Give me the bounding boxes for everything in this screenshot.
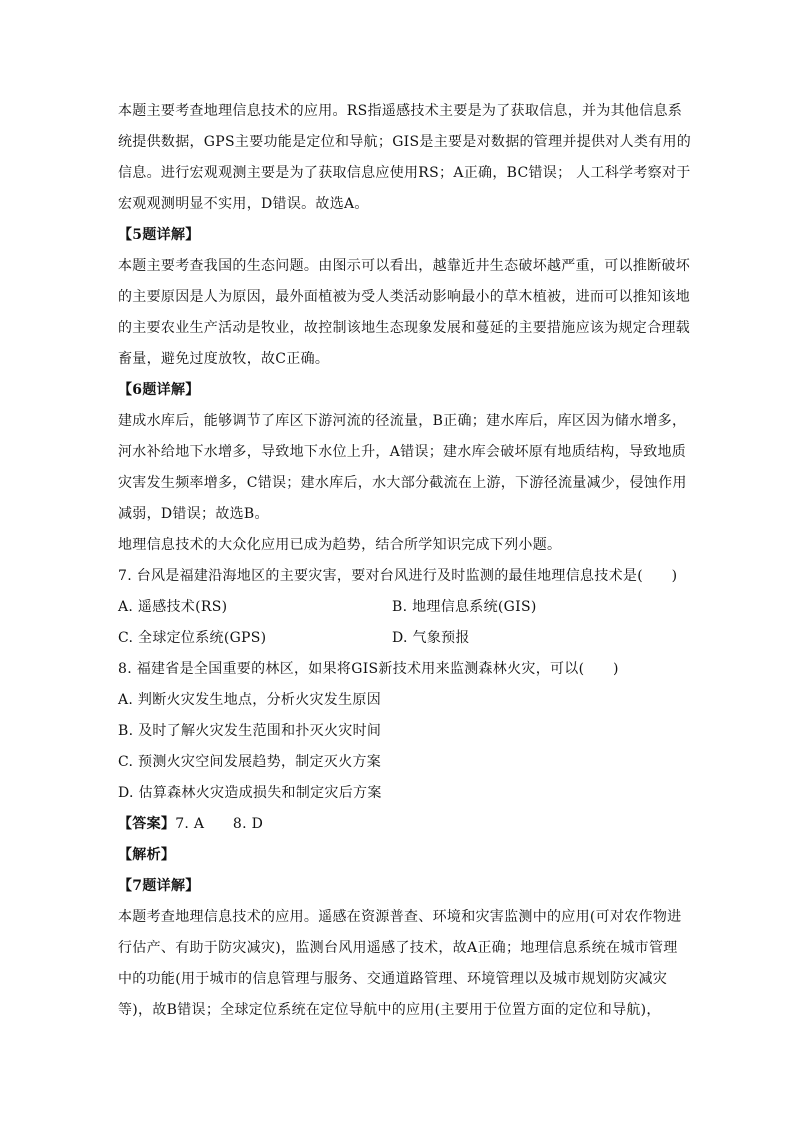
- paragraph-line: 畜量，避免过度放牧，故C正确。: [118, 351, 330, 367]
- paragraph-line: 本题主要考查我国的生态问题。由图示可以看出，越靠近井生态破坏越严重，可以推断破坏: [118, 258, 690, 274]
- answer-line: [118, 809, 680, 840]
- paragraph-line: 行估产、有助于防灾减灾)，监测台风用遥感了技术，故A正确；地理信息系统在城市管理: [118, 940, 678, 956]
- option-d: D. 气象预报: [392, 630, 470, 646]
- paragraph-line: 灾害发生频率增多，C错误；建水库后，水大部分截流在上游，下游径流量减少，侵蚀作用: [118, 475, 687, 491]
- paragraph-line: 信息。进行宏观观测主要是为了获取信息应使用RS；A正确，BC错误； 人工科学考察对于: [118, 165, 691, 181]
- document-page: [118, 96, 692, 1026]
- paragraph-line: 减弱，D错误；故选B。: [118, 506, 269, 522]
- question-7-stem: 7. 台风是福建沿海地区的主要灾害，要对台风进行及时监测的最佳地理信息技术是( ): [118, 568, 678, 584]
- question-7-options-row-1: [118, 592, 680, 623]
- question-group-intro: 地理信息技术的大众化应用已成为趋势，结合所学知识完成下列小题。: [118, 537, 562, 553]
- question-8-stem: 8. 福建省是全国重要的林区，如果将GIS新技术用来监测森林火灾，可以( ): [118, 661, 619, 677]
- paragraph-line: 的主要农业生产活动是牧业，故控制该地生态现象发展和蔓延的主要措施应该为规定合理载: [118, 320, 690, 336]
- paragraph-line: 统提供数据，GPS主要功能是定位和导航；GIS是主要是对数据的管理并提供对人类有用的: [118, 134, 692, 150]
- section-heading-5: 【5题详解】: [118, 227, 200, 243]
- option-a: A. 判断火灾发生地点，分析火灾发生原因: [118, 692, 382, 708]
- paragraph-line: 宏观观测明显不实用，D错误。故选A。: [118, 196, 369, 212]
- option-b: B. 及时了解火灾发生范围和扑灭火灾时间: [118, 723, 382, 739]
- paragraph-line: 的主要原因是人为原因，最外面植被为受人类活动影响最小的草木植被，进而可以推知该地: [118, 289, 690, 305]
- paragraph-line: 中的功能(用于城市的信息管理与服务、交通道路管理、环境管理以及城市规划防灾减灾: [118, 971, 668, 987]
- option-b: B. 地理信息系统(GIS): [392, 599, 537, 615]
- paragraph-line: 等)，故B错误；全球定位系统在定位导航中的应用(主要用于位置方面的定位和导航)，: [118, 1002, 661, 1018]
- question-7-options-row-2: [118, 623, 680, 654]
- paragraph-line: 本题主要考查地理信息技术的应用。RS指遥感技术主要是为了获取信息，并为其他信息系: [118, 103, 683, 119]
- option-a: A. 遥感技术(RS): [118, 599, 228, 615]
- section-heading-7: 【7题详解】: [118, 878, 200, 894]
- option-c: C. 全球定位系统(GPS): [118, 630, 267, 646]
- option-d: D. 估算森林火灾造成损失和制定灾后方案: [118, 785, 382, 801]
- paragraph-line: 建成水库后，能够调节了库区下游河流的径流量，B正确；建水库后，库区因为储水增多，: [118, 413, 687, 429]
- section-heading-6: 【6题详解】: [118, 382, 200, 398]
- analysis-heading: 【解析】: [118, 847, 176, 863]
- paragraph-line: 本题考查地理信息技术的应用。遥感在资源普查、环境和灾害监测中的应用(可对农作物进: [118, 909, 682, 925]
- paragraph-line: 河水补给地下水增多，导致地下水位上升，A错误；建水库会破坏原有地质结构，导致地质: [118, 444, 687, 460]
- answer-text: 7. A 8. D: [175, 816, 264, 832]
- answer-label: 【答案】: [118, 816, 176, 832]
- option-c: C. 预测火灾空间发展趋势，制定灭火方案: [118, 754, 382, 770]
